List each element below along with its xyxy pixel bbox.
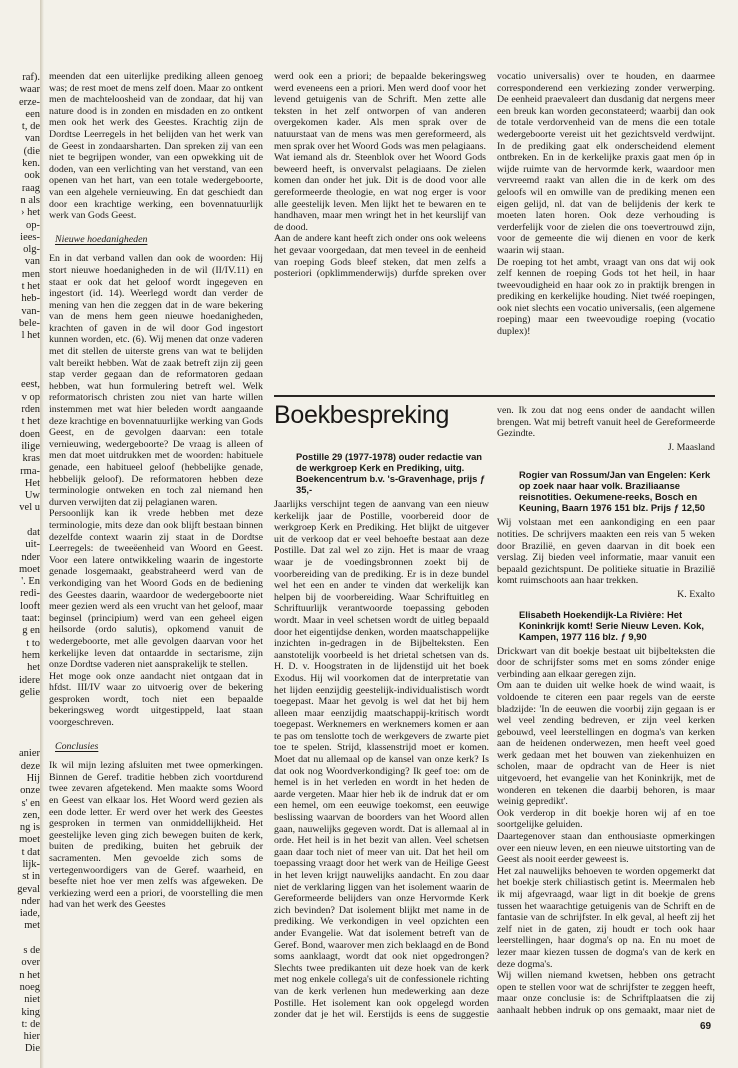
- fragment-line: noeg: [19, 981, 40, 993]
- review-text: Het zal nauwelijks behoeven te worden opgemerkt dat het boekje sterk chiliastisch getint is. Meermalen heb ik mij afgevraagd, waar ligt in dit boekje de grens tussen het waarachtige getuigenis van de Schrift en de fantasie van de schrijfster. In elk geval, al heeft zij het zelf niet in de gaten, zij houdt er toch ook haar leerstellingen, haar dogma's op na. En nu moet de lezer maar kiezen tussen de dogma's van de kerk en deze dogma's.: [497, 865, 715, 970]
- article-column-2: [274, 71, 486, 281]
- paragraph: En in dat verband vallen dan ook de woorden: Hij stort nieuwe hoedanigheden in de wil (II/IV.11) en staat er ook dat het geloof wordt ingegeven en ingestort (id. 14). Weerlegd wordt dan verder de mening van hen die zeggen dat in de ware bekering van de mens hem geen nieuwe hoedanigheden, krachten of gaven in de wil door God ingestort kunnen worden, etc. (6). Wij menen dat onze vaderen met dit stellen de uiterste grens van wat te belijden valt bereikt hebben. Wat de zaak betreft zijn zij geen stap verder gegaan dan de reformatoren gedaan hebben, wat hun formulering betreft wel. Welk reformatorisch christen zou niet van harte willen instemmen met wat hier beleden wordt aangaande deze krachtige en bovennatuurlijke werking van Gods Geest, en de gevolgen daarvan: een totale vernieuwing, wedergeboorte? De vraag is alleen of men dat moet uitdrukken met de woorden: habituele genade, een habitueel geloof (hebbelijke genade, hebbelijk geloof). De reformatoren hebben deze terminologie ontweken en toch zal niemand hen durven verwijten dat zij pelagianen waren.: [49, 253, 263, 508]
- fragment-line: met: [24, 920, 40, 932]
- page-number: 69: [700, 1021, 712, 1032]
- fragment-line: › het: [21, 207, 40, 219]
- page-fold-shadow: [40, 0, 44, 1068]
- review-text: Wij willen niemand kwetsen, hebben ons getracht open te stellen voor wat de schrijfster te zeggen heeft, maar onze conclusie is: de Schriftplaatsen die zij aanhaalt hebben indruk op ons gemaakt, maar niet de: [497, 970, 715, 1016]
- fragment-line: Hij: [26, 772, 40, 784]
- paragraph: Persoonlijk kan ik vrede hebben met deze terminologie, mits deze dan ook blijft bestaan binnen dezelfde context waarin zij staat in de Dordtse Leerregels: de tweeëenheid van Woord en Geest. Voor een latere ontwikkeling waarin de ingestorte genade losgemaakt, geabstraheerd werd van de verkondiging van het Woord Gods en de bediening des Geestes daarin, waardoor de wedergeboorte niet meer gezien werd als een vrucht van het geloof, maar beginsel (principium) werd van een geheel eigen heilsorde (ordo salutis), opkomend vanuit de wedergeboorte, met alle gevolgen daarvan voor het kerkelijke leven dat ontaardde in sectarisme, zijn onze Dordtse vaderen niet aansprakelijk te stellen.: [49, 508, 263, 671]
- fragment-line: [0, 343, 40, 355]
- fragment-line: hem: [21, 649, 40, 661]
- fragment-line: doen: [19, 428, 40, 440]
- review-text: Daartegenover staan dan enthousiaste opmerkingen over een nieuw leven, en een nieuwe uitstorting van de Geest als nooit eerder geweest is.: [497, 831, 715, 866]
- fragment-line: rma-: [20, 465, 40, 477]
- fragment-line: iade,: [19, 908, 40, 920]
- fragment-line: ook: [24, 170, 40, 182]
- fragment-line: n het: [19, 969, 40, 981]
- fragment-line: eest,: [21, 379, 40, 391]
- fragment-line: men: [21, 268, 40, 280]
- fragment-line: heb-: [21, 293, 40, 305]
- review-title-kerk-op-zoek: Rogier van Rossum/Jan van Engelen: Kerk op zoek naar haar volk. Braziliaanse reisnotities. Oekumene-reeks, Bosch en Keuning, Baarn 1976 151 blz. Prijs ƒ 12,50: [519, 469, 711, 514]
- fragment-line: (die: [23, 145, 40, 157]
- fragment-line: een: [25, 108, 40, 120]
- fragment-line: rden: [21, 404, 40, 416]
- fragment-line: st in: [22, 871, 40, 883]
- fragment-line: raf).: [22, 72, 40, 83]
- fragment-line: van: [24, 133, 40, 145]
- review-text: ven. Ik zou dat nog eens onder de aandacht willen brengen. Wat mij betreft vanuit heel de Gereformeerde Gezindte.: [497, 405, 715, 440]
- review-text: Om aan te duiden uit welke hoek de wind waait, is voldoende te citeren een paar regels van de eerste bladzijde: 'In de eeuwen die voorbij zijn gegaan is er wel veel zending bedreven, er zijn veel kerken gebouwd, veel leerstellingen en dogma's van kerken aan de heidenen onderwezen, men heeft veel goed werk gedaan met het bouwen van ziekenhuizen en scholen, maar de opdracht van de Heer is niet uitgevoerd, het evangelie van het Koninkrijk, met de wonderen en tekenen die daarbij behoren, is maar weinig gepredikt'.: [497, 680, 715, 808]
- fragment-line: t het: [21, 416, 40, 428]
- fragment-line: idere: [19, 674, 40, 686]
- fragment-line: '. En: [21, 576, 40, 588]
- fragment-line: iees-: [20, 231, 40, 243]
- review-title-koninkrijk-komt: Elisabeth Hoekendijk-La Rivière: Het Koninkrijk komt! Serie Nieuw Leven. Kok, Kampen, 1977 116 blz. ƒ 9,90: [519, 608, 704, 642]
- fragment-line: looft: [20, 600, 40, 612]
- review-text: Drickwart van dit boekje bestaat uit bijbelteksten die door de schrijfster soms met en soms zónder enige verbinding aan elkaar geregen zijn.: [497, 645, 715, 680]
- fragment-line: nder: [21, 895, 40, 907]
- fragment-line: gelie: [19, 686, 40, 698]
- paragraph: De roeping tot het ambt, vraagt van ons dat wij ook zelf kennen de roeping Gods tot het heil, in haar tweevoudigheid en haar ook zo in praktijk brengen in prediking en kerkelijke houding. Niet twéé roepingen, ook niet slechts een vocatio universalis, (een algemene roeping) maar een tweevoudige roeping (vocatio duplex)!: [497, 256, 715, 338]
- fragment-line: uit-: [25, 539, 40, 551]
- fragment-line: [0, 515, 40, 527]
- fragment-line: anier: [19, 748, 40, 760]
- fragment-line: t, de: [21, 121, 40, 133]
- paragraph: werd ook een a priori; de bepaalde bekeringsweg werd eveneens een a priori. Men werd doof voor het levend getuigenis van de Schrift. Men zette alle teksten in het zelf ontworpen of van anderen overgekomen kader. Als men sprak over de natuurstaat van de mens was men gereformeerd, als men sprak over het Woord Gods was men pelagiaans. Wat iemand als dr. Steenblok over het Woord Gods beweerd heeft, is onvervalst pelagiaans. De zielen komen dan onder het juk. Dit is de dood voor alle gereformeerde theologie, en wat nog erger is voor alle geestelijk leven. Men lijkt het te bewaren en te handhaven, maar men wringt het in het keurslijf van de dood.: [274, 71, 486, 233]
- fragment-line: s' en: [21, 797, 40, 809]
- fragment-line: l het: [21, 330, 40, 342]
- subheading-conclusies: Conclusies: [55, 740, 99, 752]
- fragment-line: van-: [21, 305, 40, 317]
- review-text: Ook verderop in dit boekje horen wij af en toe soortgelijke geluiden.: [497, 807, 715, 831]
- fragment-line: geval: [17, 883, 40, 895]
- fragment-line: ilige: [21, 440, 40, 452]
- fragment-line: Uw: [24, 490, 40, 502]
- review-column-2: [497, 405, 715, 1017]
- fragment-line: taat:: [21, 613, 40, 625]
- fragment-line: [0, 933, 40, 945]
- fragment-line: het: [27, 662, 40, 674]
- fragment-line: dat: [27, 526, 40, 538]
- review-text: Wij volstaan met een aankondiging en een paar notities. De schrijvers maakten een reis van 5 weken door Brazilië, en geven daarvan in dit boek een verslag. Zij bieden veel informatie, maar vanuit een bepaald gezichtspunt. De politieke situatie in Brazilië komt ruimschoots aan haar trekken.: [497, 517, 715, 587]
- fragment-line: niet: [24, 994, 40, 1006]
- fragment-line: s de: [23, 945, 40, 957]
- fragment-line: g en: [22, 625, 40, 637]
- article-column-1: [49, 71, 263, 1026]
- fragment-line: lijk-: [22, 859, 40, 870]
- fragment-line: op-: [26, 219, 40, 231]
- fragment-line: vel u: [19, 502, 40, 514]
- paragraph: Aan de andere kant heeft zich onder ons ook weleens het gevaar voorgedaan, dat men teveel in de eenheid van roeping Gods bleef steken, dat men zelfs a posteriori (opklimmenderwijs) durfde spreken over: [274, 233, 486, 280]
- fragment-line: moet: [19, 834, 40, 846]
- fragment-line: ng is: [19, 822, 40, 834]
- review-title-postille: Postille 29 (1977-1978) ouder redactie van de werkgroep Kerk en Prediking, uitg. Boekencentrum b.v. 's-Gravenhage, prijs ƒ 35,-: [296, 451, 486, 495]
- fragment-line: raag: [21, 182, 40, 194]
- review-column-1: [274, 451, 489, 1019]
- fragment-line: [0, 724, 40, 736]
- fragment-line: waar: [19, 84, 40, 96]
- previous-page-fragment: [0, 72, 40, 1056]
- fragment-line: over: [21, 957, 40, 969]
- subheading-nieuwe-hoedanigheden: Nieuwe hoedanigheden: [55, 233, 148, 245]
- fragment-line: erze-: [19, 96, 40, 108]
- fragment-line: hier: [23, 1031, 40, 1043]
- fragment-line: [0, 355, 40, 367]
- fragment-line: [0, 711, 40, 723]
- fragment-line: [0, 699, 40, 711]
- fragment-line: v op: [21, 391, 40, 403]
- reviewer-signature: J. Maasland: [667, 441, 715, 453]
- fragment-line: t dat: [21, 846, 40, 858]
- paragraph: Het moge ook onze aandacht niet ontgaan dat in hfdst. III/IV waar zo uitvoerig over de bekering gesproken wordt, toch niet een bepaalde bekeringsweg wordt uitgestippeld, laat staan voorgeschreven.: [49, 670, 263, 729]
- fragment-line: ken.: [22, 158, 40, 170]
- fragment-line: t to: [26, 637, 40, 649]
- section-divider: [274, 395, 715, 397]
- section-heading-boekbespreking: Boekbespreking: [274, 401, 450, 429]
- fragment-line: moet: [19, 563, 40, 575]
- paragraph: Ik wil mijn lezing afsluiten met twee opmerkingen. Binnen de Geref. traditie hebben zich voortdurend twee zevaren afgetekend. Men maakte soms Woord en Geest van elkaar los. Het Woord werd gezien als een dode letter. Er werd over het werk des Geestes gesproken in termen van onmiddellijkheid. Het geestelijke leven ging zich bewegen buiten de kerk, buiten de prediking, buiten het gebruik der sacramenten. Men gevoelde zich soms de vertegenwoordigers van de Geref. waarheid, en besefte niet hoe ver men zelfs was afgeweken. De verkiezing werd een a priori, de voorstelling die men had van het werk des Geestes: [49, 760, 263, 911]
- paragraph: meenden dat een uiterlijke prediking alleen genoeg was; de rest moet de mens zelf doen. Maar zo ontkent men de machteloosheid van de zondaar, dat hij van nature dood is in zonden en misdaden en zo ontkent men ook het werk des Geestes. Krachtig zijn de Dordtse Leerregels in het belijden van het werk van de Geest in zondaarsharten. Dan spreken zij van een niet te begrijpen wonder, van een opwekking uit de doden, van een verlichting van het verstand, van een openen van het hart, van een totale wedergeboorte, van een algehele vernieuwing. En dat geschiedt dan door een krachtige werking, een bovennatuurlijk werk van Gods Geest.: [49, 71, 263, 222]
- fragment-line: t het: [21, 281, 40, 293]
- fragment-line: t: de: [21, 1018, 40, 1030]
- fragment-line: kras: [22, 453, 40, 465]
- fragment-line: [0, 736, 40, 748]
- fragment-line: bele-: [19, 317, 40, 329]
- fragment-line: van: [24, 256, 40, 268]
- fragment-line: n als: [20, 194, 40, 206]
- fragment-line: onze: [20, 785, 40, 797]
- article-column-3: [497, 71, 715, 339]
- fragment-line: [0, 367, 40, 379]
- fragment-line: king: [21, 1006, 40, 1018]
- fragment-line: Die: [24, 1043, 40, 1055]
- fragment-line: nder: [21, 551, 40, 563]
- paragraph: vocatio universalis) over te houden, en daarmee corresponderend een verkiezing zonder verwerping. De eenheid praevaleert dan dusdanig dat nergens meer een breuk kan worden geconstateerd; waarbij dan ook de totale verdorvenheid van de mens die een totale wedergeboorte vereist uit het gezichtsveld verdwijnt. In de prediking gaat elk onderscheidend element ontbreken. En in de kerkelijke praxis gaat men óp in wijde ruimte van de hervormde kerk, waardoor men vervreemd raakt van allen die in de kerk om des geloofs wil en omwille van de prediking menen een eigen gelijd, nl. dat van de belijdenis der kerk te moeten laten horen. Ook deze verhouding is verderfelijk voor de zielen die ons toevertrouwd zijn, voor de gemeente die wij dienen en voor de kerk waarin wij staan.: [497, 71, 715, 256]
- fragment-line: olg-: [23, 244, 40, 256]
- fragment-line: redi-: [20, 588, 40, 600]
- fragment-line: zen,: [22, 809, 40, 821]
- review-text: Jaarlijks verschijnt tegen de aanvang van een nieuw kerkelijk jaar de Postille, voorbereid door de werkgroep Kerk en Prediking. Het blijkt de uitgever uit de verkoop dat er veel behoefte bestaat aan deze Postille. Dat zal wel zo zijn. Het is maar de vraag waar je de voedingsbronnen zoekt bij de voorbereiding van de prediking. Er is in deze bundel wel het een en ander te vinden dat werkelijk kan helpen bij de voorbereiding. Waar Schriftuitleg en Schriftuurlijk verantwoorde toepassing geboden wordt. Maar in veel schetsen wordt de uitleg bepaald door het eigentijdse denken, worden maatschappelijke inzichten in-gedragen in de Bijbelteksten. Een aanstotelijk voorbeeld is het drietal schetsen van ds. H. D. v. Hoogstraten in de lijdenstijd uit het boek Exodus. Hij wil voorkomen dat de interpretatie van het lijden eenzijdig geestelijk-individualistisch wordt toegepast. Maar het gevolg is wel dat het bij hem alleen maar eenzijdig maatschappij-kritisch wordt toegepast. Werknemers en werknemers komen er aan te pas om tenslotte toch de werkgevers de zwarte piet toe te spelen. Strijd, klassenstrijd moet er komen. Moet dat nu allemaal op de kansel van onze kerk? Is dat ook nog Woordverkondiging? Ik geef toe: om de hemel is in het verleden en wordt in het heden de aarde vergeten. Maar hier heb ik de indruk dat er om een hemel, om een eeuwige toekomst, een eeuwige beslissing waarvan de boorders van het Woord allen gaan, nauwelijks gegeven wordt. Dat is allemaal al in orde. Het heil is in het bezit van allen. Veel schetsen gaan daar toch niet of meer van uit. Dat het heil om toepassing vraagt door het werk van de Heilige Geest in het leven krijgt nauwelijks aandacht. En zou daar niet de verklaring liggen van het isolement waarin de Gereformeerde belijders van onze Hervormde Kerk zich bevinden? Dat isolement blijkt met name in de prediking. We verkondigen in veel opzichten een ander Evangelie. Wat dat isolement betreft van de Geref. Bond, waarover men zich beklaagd en de Bond soms aanklaagt, wordt dat ook niet opgedrongen? Slechts twee predikanten uit deze hoek van de kerk met nog enkele collega's uit de confessionele richting van de kerk verlenen hun medewerking aan deze Postille. Het isolement kan ook opgelegd worden zonder dat je het wil. Eerstijds is eens de suggestie: [274, 499, 489, 1019]
- fragment-line: Het: [24, 477, 40, 489]
- reviewer-signature: K. Exalto: [677, 588, 715, 600]
- fragment-line: deze: [20, 760, 40, 772]
